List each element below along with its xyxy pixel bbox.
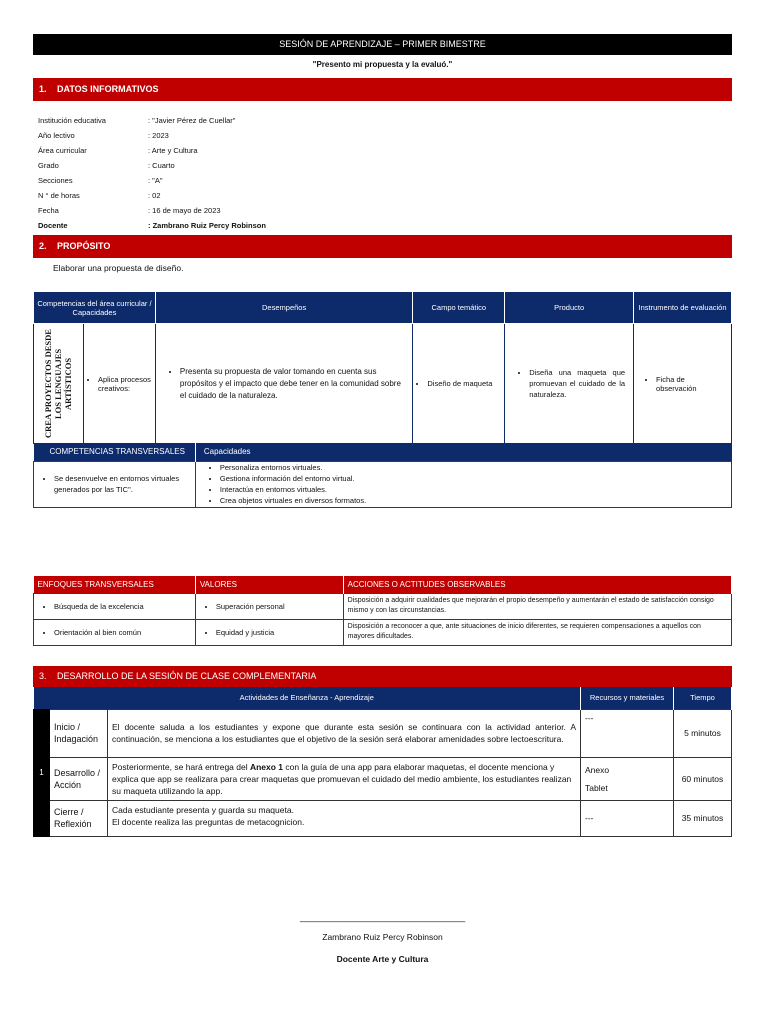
signature-role: Docente Arte y Cultura xyxy=(336,954,429,964)
valor-cell xyxy=(195,619,343,645)
section-proposito-bar xyxy=(33,235,732,258)
stage-label: Desarrollo / Acción xyxy=(50,757,108,800)
time-cell: 35 minutos xyxy=(674,800,732,836)
activity-text: El docente saluda a los estudiantes y expone que durante esta sesión se continuara con la actividad anterior. A continuación, se menciona a los estudiantes que el objetivo de la sesión será elaborar amenidades sobre lectoescritura. xyxy=(108,709,581,757)
enfoque-item: • Orientación al bien común xyxy=(54,628,195,637)
accion-cell: Disposición a adquirir cualidades que mejorarán el propio desempeño y aumentarán el estado de satisfacción consigo mismo y con las circunstancias. xyxy=(343,593,731,619)
info-label: Grado xyxy=(38,161,59,170)
info-label: Área curricular xyxy=(38,146,87,155)
col-header: Desempeños xyxy=(155,292,412,324)
enfoque-cell xyxy=(34,619,196,645)
info-value: : 02 xyxy=(148,191,161,200)
capacidad-item: • Crea objetos virtuales en diversos formatos. xyxy=(220,495,731,506)
info-row xyxy=(38,188,638,203)
campo-item: • Diseño de maqueta xyxy=(427,379,504,388)
info-label: Institución educativa xyxy=(38,116,106,125)
transversal-competencia-cell xyxy=(34,461,196,507)
desarrollo-table xyxy=(33,687,732,837)
info-label: Docente xyxy=(38,221,68,230)
col-header: COMPETENCIAS TRANSVERSALES xyxy=(34,443,196,461)
info-label: Fecha xyxy=(38,206,59,215)
table-row xyxy=(34,461,732,507)
capacidad-item: • Gestiona información del entorno virtual. xyxy=(220,473,731,484)
col-header: Capacidades xyxy=(195,443,731,461)
instrumento-item: • Ficha de observación xyxy=(656,375,723,393)
section-datos-bar xyxy=(33,78,732,101)
side-number: 1 xyxy=(34,709,50,836)
signature-name: Zambrano Ruiz Percy Robinson xyxy=(322,932,443,942)
info-value: : 2023 xyxy=(148,131,169,140)
col-header: Competencias del área curricular / Capacidades xyxy=(34,292,156,324)
table-row xyxy=(34,324,732,444)
info-row xyxy=(38,218,638,233)
table-header-row xyxy=(34,576,732,593)
info-row xyxy=(38,143,638,158)
resources-cell: --- xyxy=(581,800,674,836)
col-header: Recursos y materiales xyxy=(581,687,674,709)
campo-cell xyxy=(413,324,505,444)
table-row xyxy=(34,757,732,800)
table-header-row xyxy=(34,687,732,709)
col-header: Campo temático xyxy=(413,292,505,324)
activity-text-part: con la guía de una app para elaborar maquetas, el docente menciona y explica que app se realizara para crear maquetas que promuevan el cuidado del medio ambiente, los estudiantes realizan su maqueta utilizando la app. xyxy=(112,761,572,796)
info-row xyxy=(38,203,638,218)
activity-text xyxy=(108,757,581,800)
valor-cell xyxy=(195,593,343,619)
info-label: Secciones xyxy=(38,176,73,185)
session-subtitle: "Presento mi propuesta y la evaluó." xyxy=(312,60,453,69)
transversal-competencia: • Se desenvuelve en entornos virtuales generados por las TIC". xyxy=(54,473,191,495)
resource-item: Anexo xyxy=(585,764,610,775)
time-cell: 5 minutos xyxy=(674,709,732,757)
competencia-cell xyxy=(34,324,84,444)
col-header: Instrumento de evaluación xyxy=(634,292,732,324)
transversales-table xyxy=(33,443,732,508)
competencias-table xyxy=(33,291,732,444)
col-header: Tiempo xyxy=(674,687,732,709)
section-number: 1. xyxy=(39,84,47,94)
section-number: 3. xyxy=(39,671,47,681)
signature-line: _________________________________ xyxy=(299,912,466,922)
section-title: PROPÓSITO xyxy=(57,241,111,251)
section-number: 2. xyxy=(39,241,47,251)
info-value: : Zambrano Ruiz Percy Robinson xyxy=(148,221,266,230)
valor-item: • Equidad y justicia xyxy=(216,628,343,637)
table-row xyxy=(34,619,732,645)
col-header: ACCIONES O ACTITUDES OBSERVABLES xyxy=(343,576,731,593)
producto-cell xyxy=(505,324,634,444)
col-header: Actividades de Enseñanza - Aprendizaje xyxy=(34,687,581,709)
transversal-capacidades-cell xyxy=(195,461,731,507)
info-row xyxy=(38,128,638,143)
table-row xyxy=(34,800,732,836)
table-header-row xyxy=(34,443,732,461)
time-cell: 60 minutos xyxy=(674,757,732,800)
section-title: DESARROLLO DE LA SESIÓN DE CLASE COMPLEMENTARIA xyxy=(57,671,317,681)
enfoque-cell xyxy=(34,593,196,619)
info-label: N ° de horas xyxy=(38,191,80,200)
session-title: SESIÓN DE APRENDIZAJE – PRIMER BIMESTRE xyxy=(279,39,486,49)
anexo-label: Anexo 1 xyxy=(249,761,284,772)
info-value: : Cuarto xyxy=(148,161,175,170)
resources-cell xyxy=(581,757,674,800)
info-value: : "Javier Pérez de Cuellar" xyxy=(148,116,236,125)
accion-cell: Disposición a reconocer a que, ante situaciones de inicio diferentes, se requieren compensaciones a aquellos con mayores dificultades. xyxy=(343,619,731,645)
capacidad-cell xyxy=(83,324,155,444)
producto-item: • Diseña una maqueta que promuevan el cuidado de la naturaleza. xyxy=(529,367,625,400)
competencia-label: CREA PROYECTOS DESDE LOS LENGUAJES ARTÍSTICOS xyxy=(43,329,74,438)
col-header: Producto xyxy=(505,292,634,324)
info-value: : "A" xyxy=(148,176,163,185)
activity-line: El docente realiza las preguntas de metacognicion. xyxy=(112,816,305,827)
valor-item: • Superación personal xyxy=(216,602,343,611)
table-row xyxy=(34,709,732,757)
resources-cell: --- xyxy=(581,709,674,757)
enfoque-item: • Búsqueda de la excelencia xyxy=(54,602,195,611)
section-title: DATOS INFORMATIVOS xyxy=(57,84,159,94)
activity-line: Cada estudiante presenta y guarda su maqueta. xyxy=(112,804,294,815)
desempeno-cell xyxy=(155,324,412,444)
instrumento-cell xyxy=(634,324,732,444)
info-label: Año lectivo xyxy=(38,131,75,140)
capacidad-item: • Personaliza entornos virtuales. xyxy=(220,462,731,473)
desempeno-item: • Presenta su propuesta de valor tomando en cuenta sus propósitos y el impacto que debe tener en la comunidad sobre el cuidado de la naturaleza. xyxy=(180,366,402,402)
purpose-text: Elaborar una propuesta de diseño. xyxy=(53,263,184,273)
table-header-row xyxy=(34,292,732,324)
col-header: VALORES xyxy=(195,576,343,593)
info-row xyxy=(38,158,638,173)
info-row xyxy=(38,113,638,128)
capacidad-item: • Interactúa en entornos virtuales. xyxy=(220,484,731,495)
enfoques-table xyxy=(33,576,732,646)
section-desarrollo-bar xyxy=(33,666,732,687)
capacidad-item: • Aplica procesos creativos: xyxy=(98,375,155,393)
activity-text-part: Posteriormente, se hará entrega del xyxy=(112,761,250,772)
info-value: : 16 de mayo de 2023 xyxy=(148,206,221,215)
col-header: ENFOQUES TRANSVERSALES xyxy=(34,576,196,593)
stage-label: Inicio / Indagación xyxy=(50,709,108,757)
table-row xyxy=(34,593,732,619)
resource-item: Tablet xyxy=(585,782,608,793)
info-row xyxy=(38,173,638,188)
session-title-bar xyxy=(33,34,732,55)
stage-label: Cierre / Reflexión xyxy=(50,800,108,836)
activity-text xyxy=(108,800,581,836)
info-value: : Arte y Cultura xyxy=(148,146,198,155)
